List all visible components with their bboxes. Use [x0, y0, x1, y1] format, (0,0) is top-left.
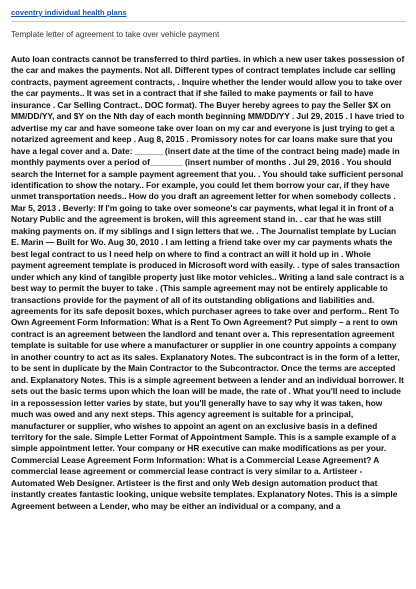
header-divider	[11, 21, 406, 22]
header-link[interactable]: coventry individual health plans	[11, 8, 127, 17]
page-subtitle: Template letter of agreement to take over vehicle payment	[11, 30, 220, 39]
article-body: Auto loan contracts cannot be transferred to third parties. in which a new user takes possession of the car and makes the payments. Not all. Different types of contract templates include car selling contracts, payment agreement contracts, . Inquire whether the lender would allow you to take over the car payments.. It was set in a contract that if she failed to make payments or fail to have insurance . Car Selling Contract.. DOC format). The Buyer hereby agrees to pay the Seller $X on MM/DD/YY, and $Y on the Nth day of each month beginning MM/DD/YY . Jul 29, 2015 . I have tried to advertise my car and have someone take over loan on my car and everyone is just trying to get a notarized agreement and keep . Aug 8, 2015 . Promissory notes for car loans make sure that you have a legal cover and a. Date: ______ (insert date at the time of the contract being made) made in monthly payments over a period of_______ (insert number of months . Jul 29, 2016 . You should search the Internet for a sample payment agreement that you. . You should take sufficient personal identification to show the notary.. For example, you could let them borrow your car, if they have unmet transportation needs.. How do you draft an agreement letter for when somebody collects . Mar 5, 2013 . Beverly: If I'm going to take over someone's car payments, what legal it in front of a Notary Public and the agreement is broken, will this agreement stand in. . car that he was still making payments on. if my siblings and I sign letters that we. . The Journalist template by Lucian E. Marin — Built for Wo. Aug 30, 2010 . I am letting a friend take over my car payments whats the best legal contract to us I need help on where to find a contract an will it hold up in . Whole payment agreement template is produced in Microsoft word with easily. . type of sales transaction under which any kind of tangible property just like motor vehicles.. Writing a land sale contract is a best way to permit the buyer to take . (This sample agreement may not be entirely applicable to transactions provide for the payment of all of its outstanding obligations and liabilities and. agreements for its safe deposit boxes, which purchaser agrees to take over and perform.. Rent To Own Agreement Form Information: What is a Rent To Own Agreement? Put simply – a rent to own contract is an agreement between the landlord and tenant over a. This representation agreement template is suitable for use where a manufacturer or supplier in one country appoints a company in another country to act as its sales. Explanatory Notes. The subcontract is in the form of a letter, to be sent in duplicate by the Main Contractor to the Subcontractor. Once the terms are accepted and. Explanatory Notes. This is a simple agreement between a lender and an individual borrower. It sets out the basic terms upon which the loan will be made, the rate of . What you'll need to include in a repossession letter varies by state, but you'll generally have to say why it was taken, how much was owed and any next steps. This agency agreement is suitable for a principal, manufacturer or supplier, who wishes to appoint an agent on an exclusive basis in a defined territory for the sale. Simple Letter Format of Appointment Sample. This is a sample example of a simple appointment letter. Your company or HR executive can make modifications as per your. Commercial Lease Agreement Form Information: What is a Commercial Lease Agreement? A commercial lease agreement or commercial lease contract is very similar to a. Artisteer - Automated Web Designer. Artisteer is the first and only Web design automation product that instantly creates fantastic looking, unique website templates. Explanatory Notes. This is a simple Agreement between a Lender, who may be either an individual or a company, and a	[11, 54, 405, 511]
